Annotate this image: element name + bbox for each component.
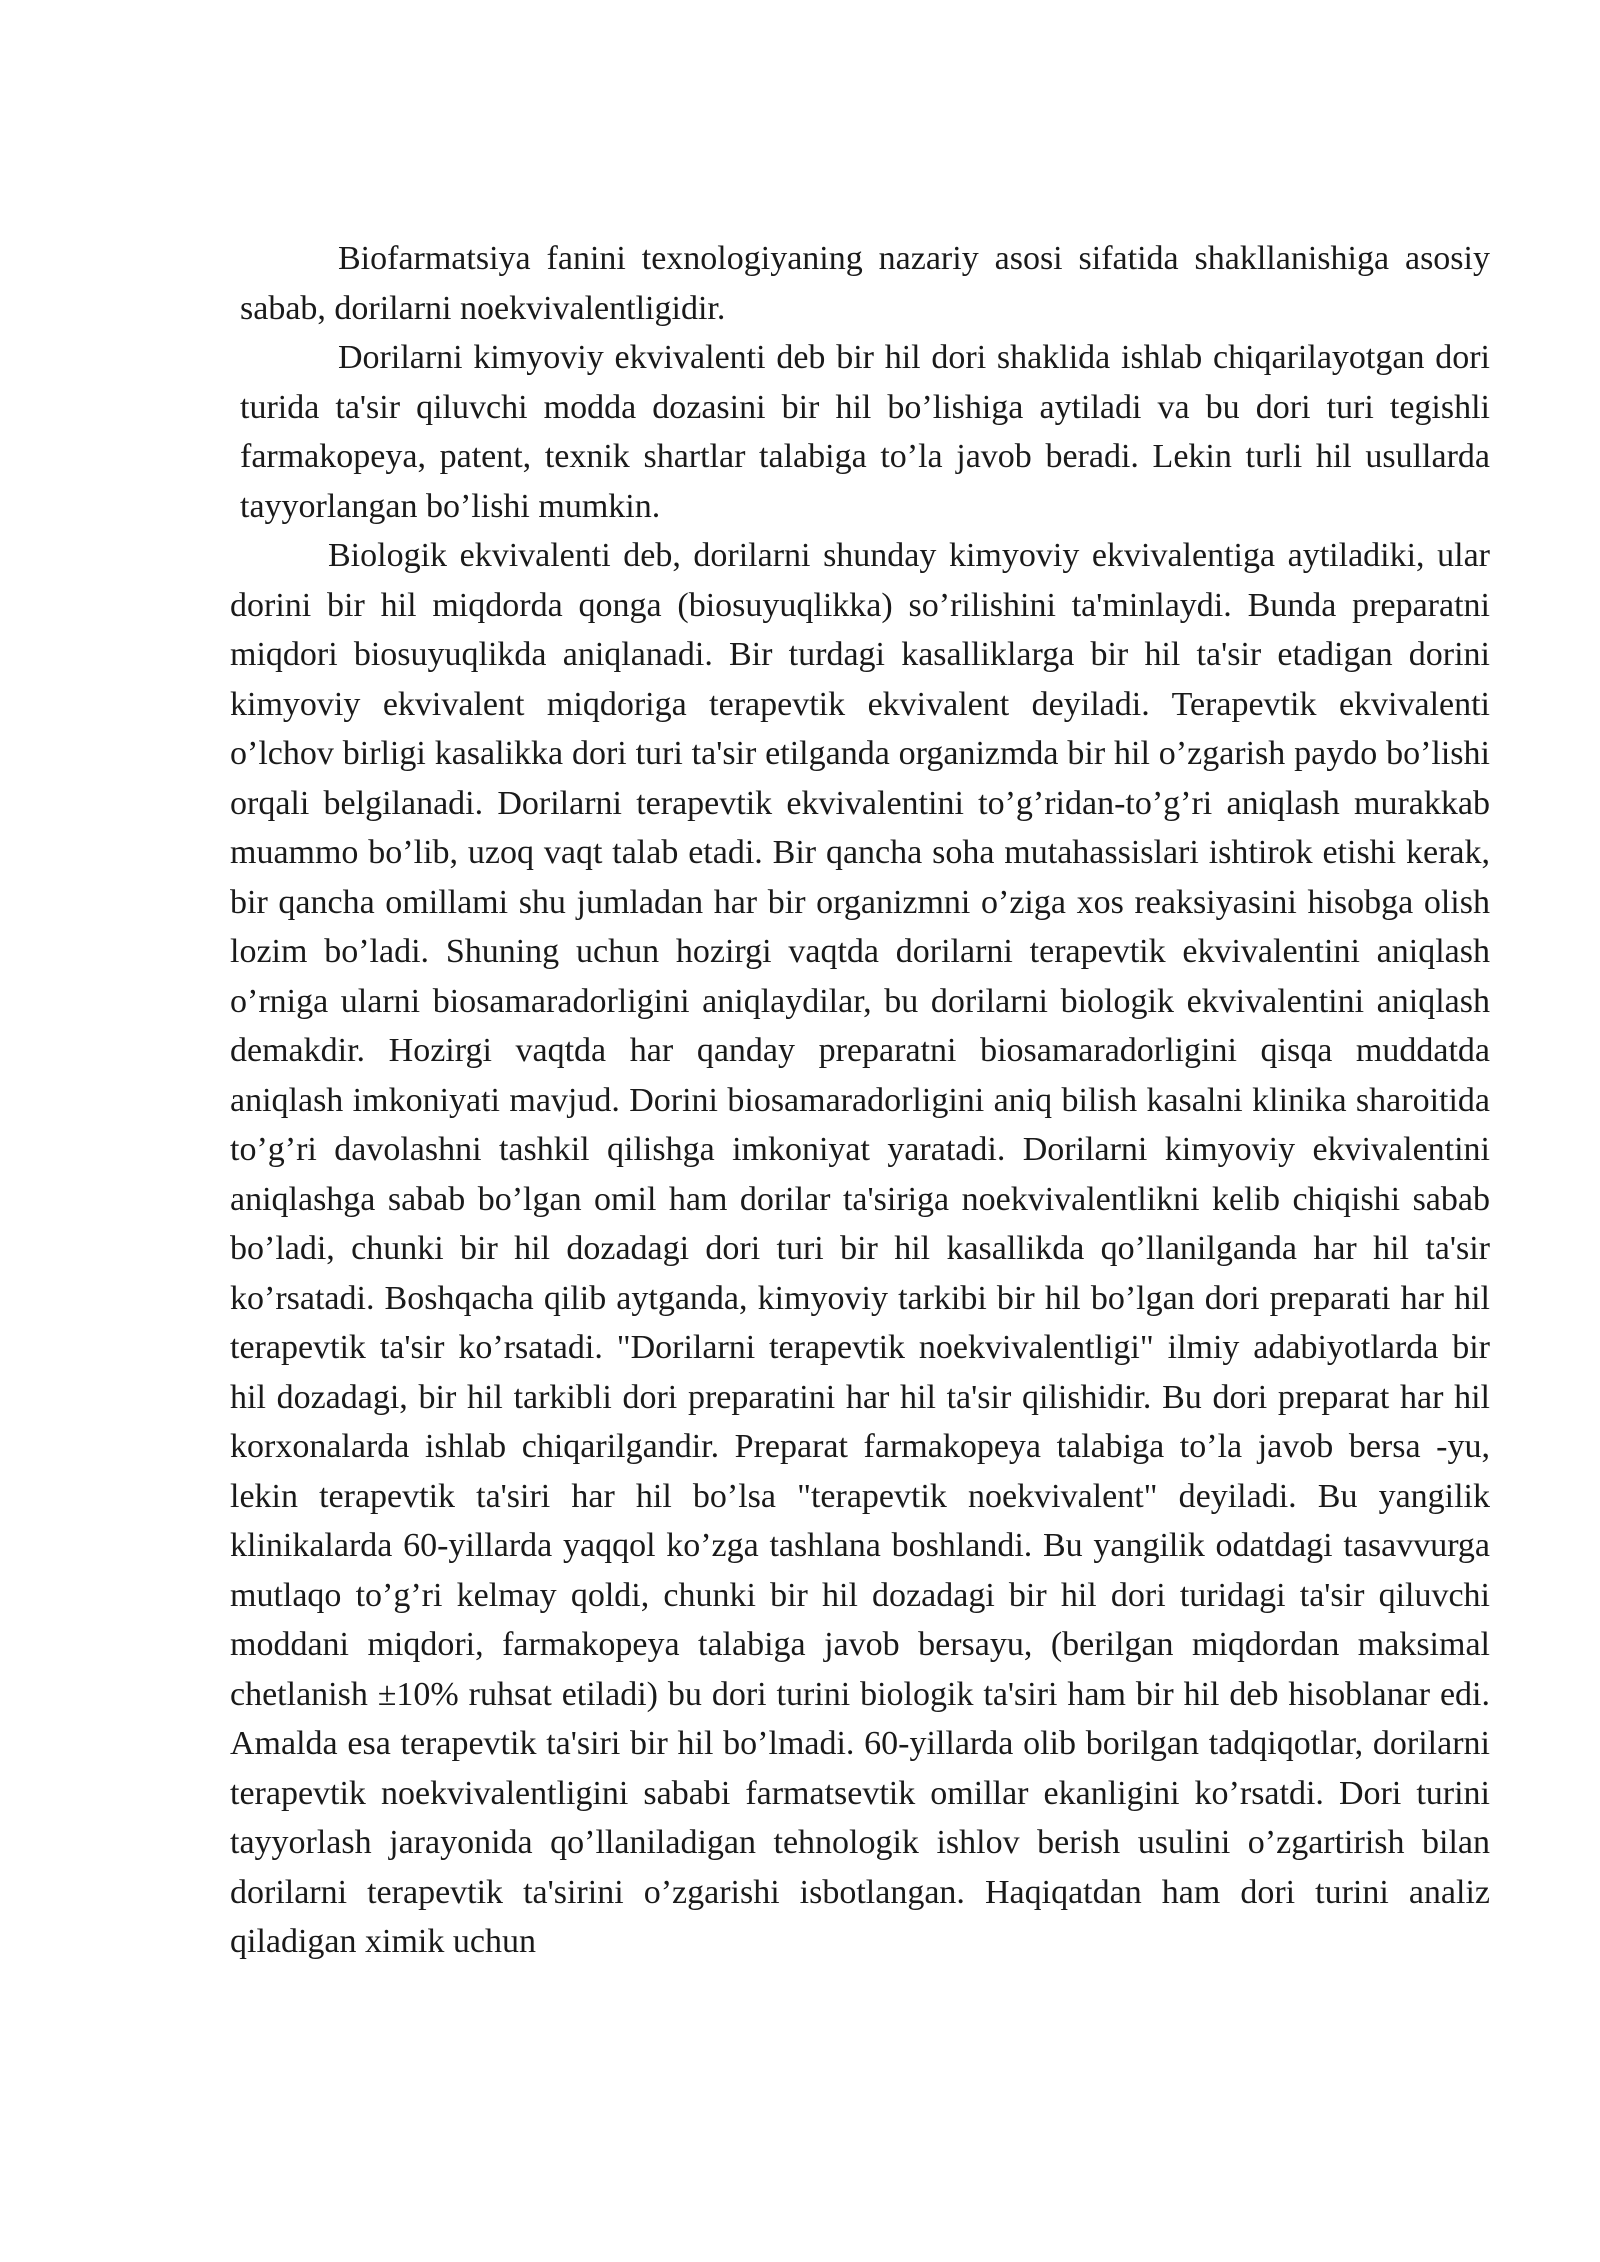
paragraph-3: Biologik ekvivalenti deb, dorilarni shunday kimyoviy ekvivalentiga aytiladiki, ular dorini bir hil miqdorda qonga (biosuyuqlikka) so’rilishini ta'minlaydi. Bunda preparatni miqdori biosuyuqlikda aniqlanadi. Bir turdagi kasalliklarga bir hil ta'sir etadigan dorini kimyoviy ekvivalent miqdoriga terapevtik ekvivalent deyiladi. Terapevtik ekvivalenti o’lchov birligi kasalikka dori turi ta'sir etilganda organizmda bir hil o’zgarish paydo bo’lishi orqali belgilanadi. Dorilarni terapevtik ekvivalentini to’g’ridan-to’g’ri aniqlash murakkab muammo bo’lib, uzoq vaqt talab etadi. Bir qancha soha mutahassislari ishtirok etishi kerak, bir qancha omillami shu jumladan har bir organizmni o’ziga xos reaksiyasini hisobga olish lozim bo’ladi. Shuning uchun hozirgi vaqtda dorilarni terapevtik ekvivalentini aniqlash o’rniga ularni biosamaradorligini aniqlaydilar, bu dorilarni biologik ekvivalentini aniqlash demakdir. Hozirgi vaqtda har qanday preparatni biosamaradorligini qisqa muddatda aniqlash imkoniyati mavjud. Dorini biosamaradorligini aniq bilish kasalni klinika sharoitida to’g’ri davolashni tashkil qilishga imkoniyat yaratadi. Dorilarni kimyoviy ekvivalentini aniqlashga sabab bo’lgan omil ham dorilar ta'siriga noekvivalentlikni kelib chiqishi sabab bo’ladi, chunki bir hil dozadagi dori turi bir hil kasallikda qo’llanilganda har hil ta'sir ko’rsatadi. Boshqacha qilib aytganda, kimyoviy tarkibi bir hil bo’lgan dori preparati har hil terapevtik ta'sir ko’rsatadi. "Dorilarni terapevtik noekvivalentligi" ilmiy adabiyotlarda bir hil dozadagi, bir hil tarkibli dori preparatini har hil ta'sir qilishidir. Bu dori preparat har hil korxonalarda ishlab chiqarilgandir. Preparat farmakopeya talabiga to’la javob bersa -yu, lekin terapevtik ta'siri har hil bo’lsa "terapevtik noekvivalent" deyiladi. Bu yangilik klinikalarda 60-yillarda yaqqol ko’zga tashlana boshlandi. Bu yangilik odatdagi tasavvurga mutlaqo to’g’ri kelmay qoldi, chunki bir hil dozadagi bir hil dori turidagi ta'sir qiluvchi moddani miqdori, farmakopeya talabiga javob bersayu, (berilgan miqdordan maksimal chetlanish ±10% ruhsat etiladi) bu dori turini biologik ta'siri ham bir hil deb hisoblanar edi. Amalda esa terapevtik ta'siri bir hil bo’lmadi. 60-yillarda olib borilgan tadqiqotlar, dorilarni terapevtik noekvivalentligini sababi farmatsevtik omillar ekanligini ko’rsatdi. Dori turini tayyorlash jarayonida qo’llaniladigan tehnologik ishlov berish usulini o’zgartirish bilan dorilarni terapevtik ta'sirini o’zgarishi isbotlangan. Haqiqatdan ham dori turini analiz qiladigan ximik uchun [230,537,1490,1960]
paragraph-2: Dorilarni kimyoviy ekvivalenti deb bir hil dori shaklida ishlab chiqarilayotgan dori turida ta'sir qiluvchi modda dozasini bir hil bo’lishiga aytiladi va bu dori turi tegishli farmakopeya, patent, texnik shartlar talabiga to’la javob beradi. Lekin turli hil usullarda tayyorlangan bo’lishi mumkin. [240,339,1490,525]
paragraph-1: Biofarmatsiya fanini texnologiyaning nazariy asosi sifatida shakllanishiga asosiy sabab, dorilarni noekvivalentligidir. [240,240,1490,327]
